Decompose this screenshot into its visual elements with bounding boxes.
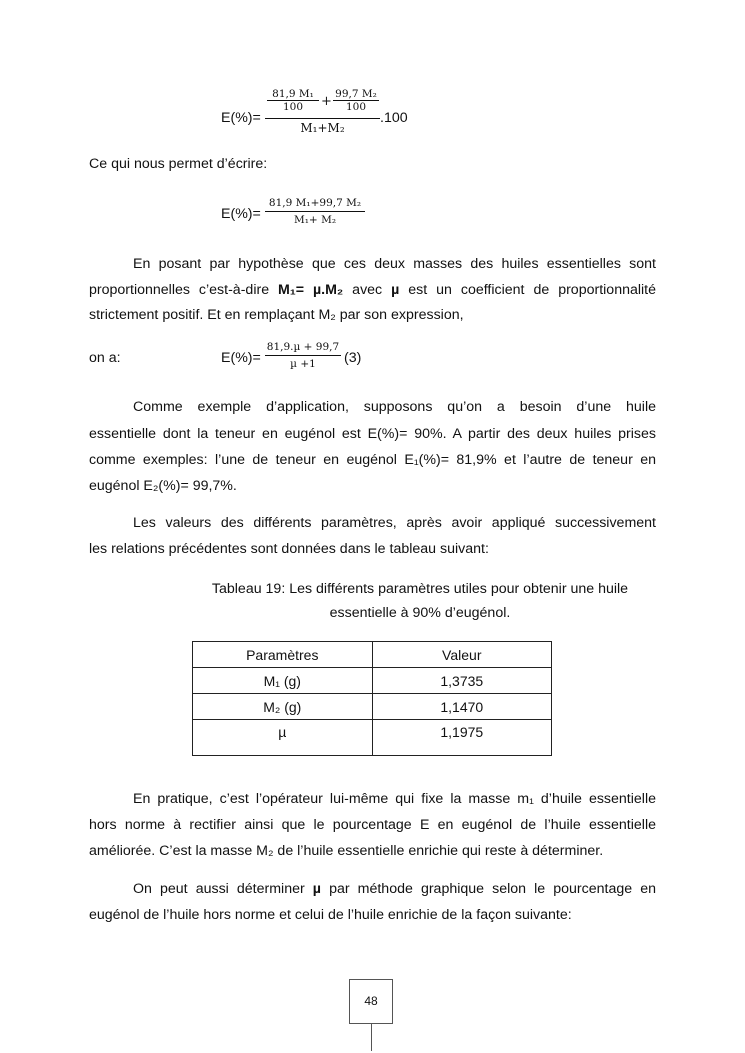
table-cell: µ <box>193 720 373 756</box>
para-4-line-3: améliorée. C’est la masse M₂ de l’huile essentielle enrichie qui reste à déterminer. <box>89 843 604 859</box>
formula-1-denominator: M₁+M₂ <box>300 121 345 135</box>
table-caption <box>190 577 650 625</box>
formula-3-numerator: 81,9.µ + 99,7 <box>266 341 340 353</box>
para-2-line-3: comme exemples: l’une de teneur en eugénol E₁(%)= 81,9% et l’autre de teneur en <box>89 452 656 468</box>
formula-1-suffix: .100 <box>380 110 408 126</box>
para-5-line-2: eugénol de l’huile hors norme et celui de l’huile enrichie de la façon suivante: <box>89 907 572 923</box>
page-number: 48 <box>349 979 393 1024</box>
table-header-cell: Valeur <box>372 642 551 668</box>
formula-3-denominator: µ +1 <box>290 358 316 370</box>
formula-3-lhs: E(%)= <box>221 350 261 366</box>
table-cell: 1,1975 <box>372 720 551 756</box>
formula-2-denominator: M₁+ M₂ <box>293 214 337 226</box>
table-caption-line-2: essentielle à 90% d’eugénol. <box>329 605 511 621</box>
table-cell: 1,3735 <box>372 668 551 694</box>
formula-1-term2-denominator: 100 <box>345 101 367 113</box>
formula-1-term1-numerator: 81,9 M₁ <box>272 88 314 100</box>
para-1-line-2: proportionnelles c’est-à-dire M₁= µ.M₂ avec µ est un coefficient de proportionnalité <box>89 282 656 298</box>
formula-2-lhs: E(%)= <box>221 206 261 222</box>
para-2-line-2: essentielle dont la teneur en eugénol est E(%)= 90%. A partir des deux huiles prises <box>89 426 656 442</box>
formula-2-fraction <box>265 197 365 226</box>
table-row <box>193 694 552 720</box>
table-header-cell: Paramètres <box>193 642 373 668</box>
formula-1-lhs: E(%)= <box>221 110 261 126</box>
formula-1-term1-denominator: 100 <box>282 101 304 113</box>
table-cell: 1,1470 <box>372 694 551 720</box>
formula-2-numerator: 81,9 M₁+99,7 M₂ <box>268 197 362 209</box>
formula-3-prefix: on a: <box>89 350 121 366</box>
para-3-line-1: Les valeurs des différents paramètres, après avoir appliqué successivement <box>133 515 656 531</box>
intro-text: Ce qui nous permet d’écrire: <box>89 156 268 172</box>
table-row <box>193 720 552 756</box>
formula-3-equation-number: (3) <box>344 350 362 366</box>
formula-3-fraction <box>265 341 341 370</box>
para-2-line-4: eugénol E₂(%)= 99,7%. <box>89 478 237 494</box>
formula-1-fraction <box>265 88 380 135</box>
table-caption-line-1: Tableau 19: Les différents paramètres utiles pour obtenir une huile <box>211 581 629 597</box>
parameters-table <box>192 641 552 756</box>
para-3-line-2: les relations précédentes sont données dans le tableau suivant: <box>89 541 489 557</box>
para-4-line-2: hors norme à rectifier ainsi que le pourcentage E en eugénol de l’huile essentielle <box>89 817 656 833</box>
formula-1-plus: + <box>321 94 332 109</box>
formula-1-term2-numerator: 99,7 M₂ <box>335 88 377 100</box>
para-5-line-1: On peut aussi déterminer µ par méthode graphique selon le pourcentage en <box>133 881 656 897</box>
table-cell: M₂ (g) <box>193 694 373 720</box>
table-cell: M₁ (g) <box>193 668 373 694</box>
page-number-connector <box>371 1023 372 1051</box>
para-4-line-1: En pratique, c’est l’opérateur lui-même qui fixe la masse m₁ d’huile essentielle <box>133 791 656 807</box>
table-header-row <box>193 642 552 668</box>
para-1-line-3: strictement positif. Et en remplaçant M₂ par son expression, <box>89 307 464 323</box>
para-2-line-1: Comme exemple d’application, supposons qu’on a besoin d’une huile <box>133 399 656 415</box>
table-row <box>193 668 552 694</box>
para-1-line-1: En posant par hypothèse que ces deux masses des huiles essentielles sont <box>133 256 656 272</box>
